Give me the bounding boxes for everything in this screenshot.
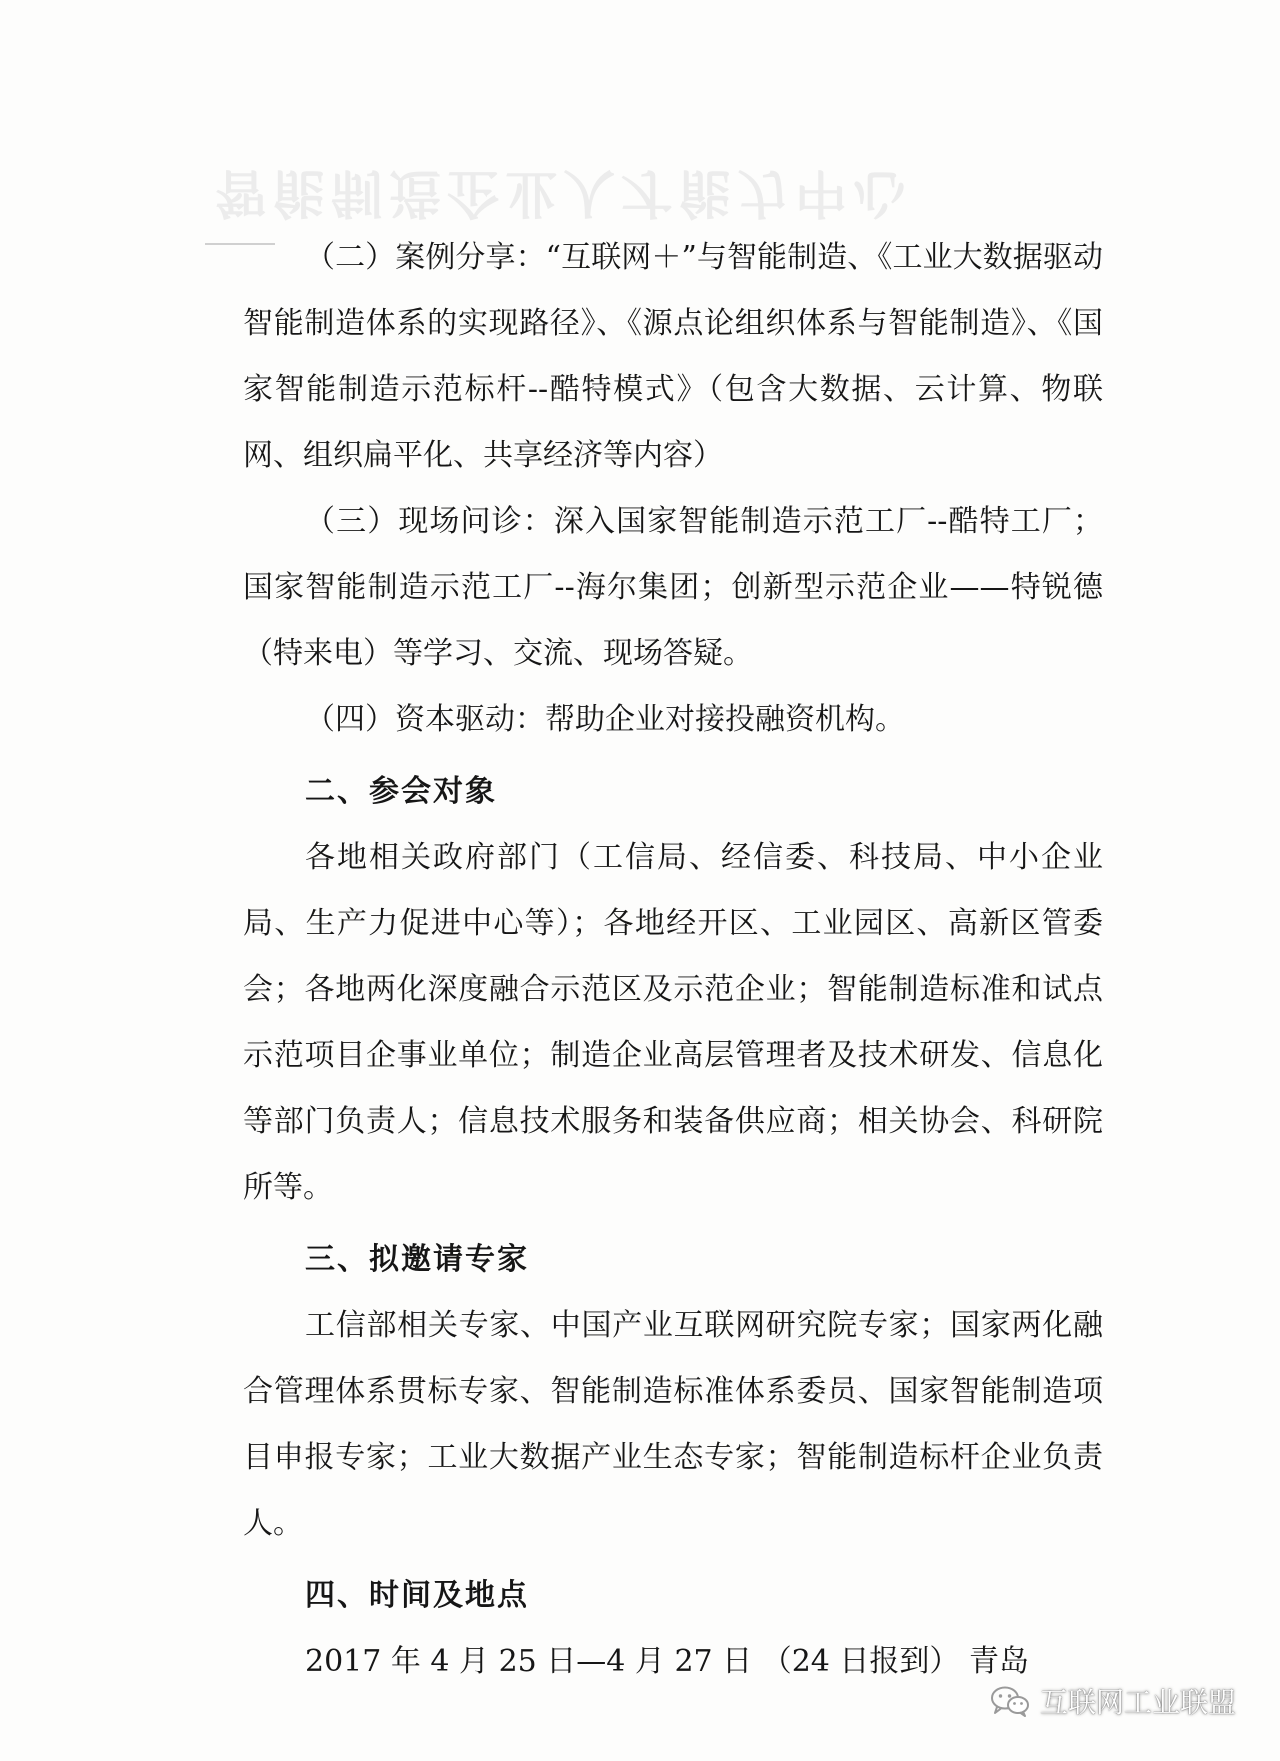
- paragraph-case-sharing: （二）案例分享：“互联网＋”与智能制造、《工业大数据驱动智能制造体系的实现路径》、《源点论组织体系与智能制造》、《国家智能制造示范标杆--酷特模式》（包含大数据、云计算、物联网、组织扁平化、共享经济等内容）: [243, 240, 1103, 473]
- watermark-text: 互联网工业联盟: [1039, 1686, 1236, 1719]
- date-location-line: 2017 年 4 月 25 日—4 月 27 日 （24 日报到） 青岛: [305, 1644, 1029, 1679]
- heading-experts: 三、拟邀请专家: [305, 1242, 529, 1277]
- bleed-through-text: 智能制造企业人才能力中心: [215, 162, 912, 223]
- paragraph-site-visit: （三）现场问诊：深入国家智能制造示范工厂--酷特工厂；国家智能制造示范工厂--海尔集团；创新型示范企业——特锐德（特来电）等学习、交流、现场答疑。: [243, 504, 1103, 671]
- paragraph-experts: 工信部相关专家、中国产业互联网研究院专家；国家两化融合管理体系贯标专家、智能制造标准体系委员、国家智能制造项目申报专家；工业大数据产业生态专家；智能制造标杆企业负责人。: [243, 1308, 1103, 1541]
- heading-time-place: 四、时间及地点: [305, 1578, 529, 1613]
- paragraph-attendees: 各地相关政府部门（工信局、经信委、科技局、中小企业局、生产力促进中心等）；各地经开区、工业园区、高新区管委会；各地两化深度融合示范区及示范企业；智能制造标准和试点示范项目企事业单位；制造企业高层管理者及技术研发、信息化等部门负责人；信息技术服务和装备供应商；相关协会、科研院所等。: [243, 840, 1103, 1205]
- heading-attendees: 二、参会对象: [305, 774, 497, 809]
- wechat-icon: [990, 1685, 1030, 1717]
- paragraph-capital: （四）资本驱动：帮助企业对接投融资机构。: [305, 702, 905, 737]
- wechat-watermark: [990, 1681, 1236, 1721]
- document-body: [243, 225, 1103, 1695]
